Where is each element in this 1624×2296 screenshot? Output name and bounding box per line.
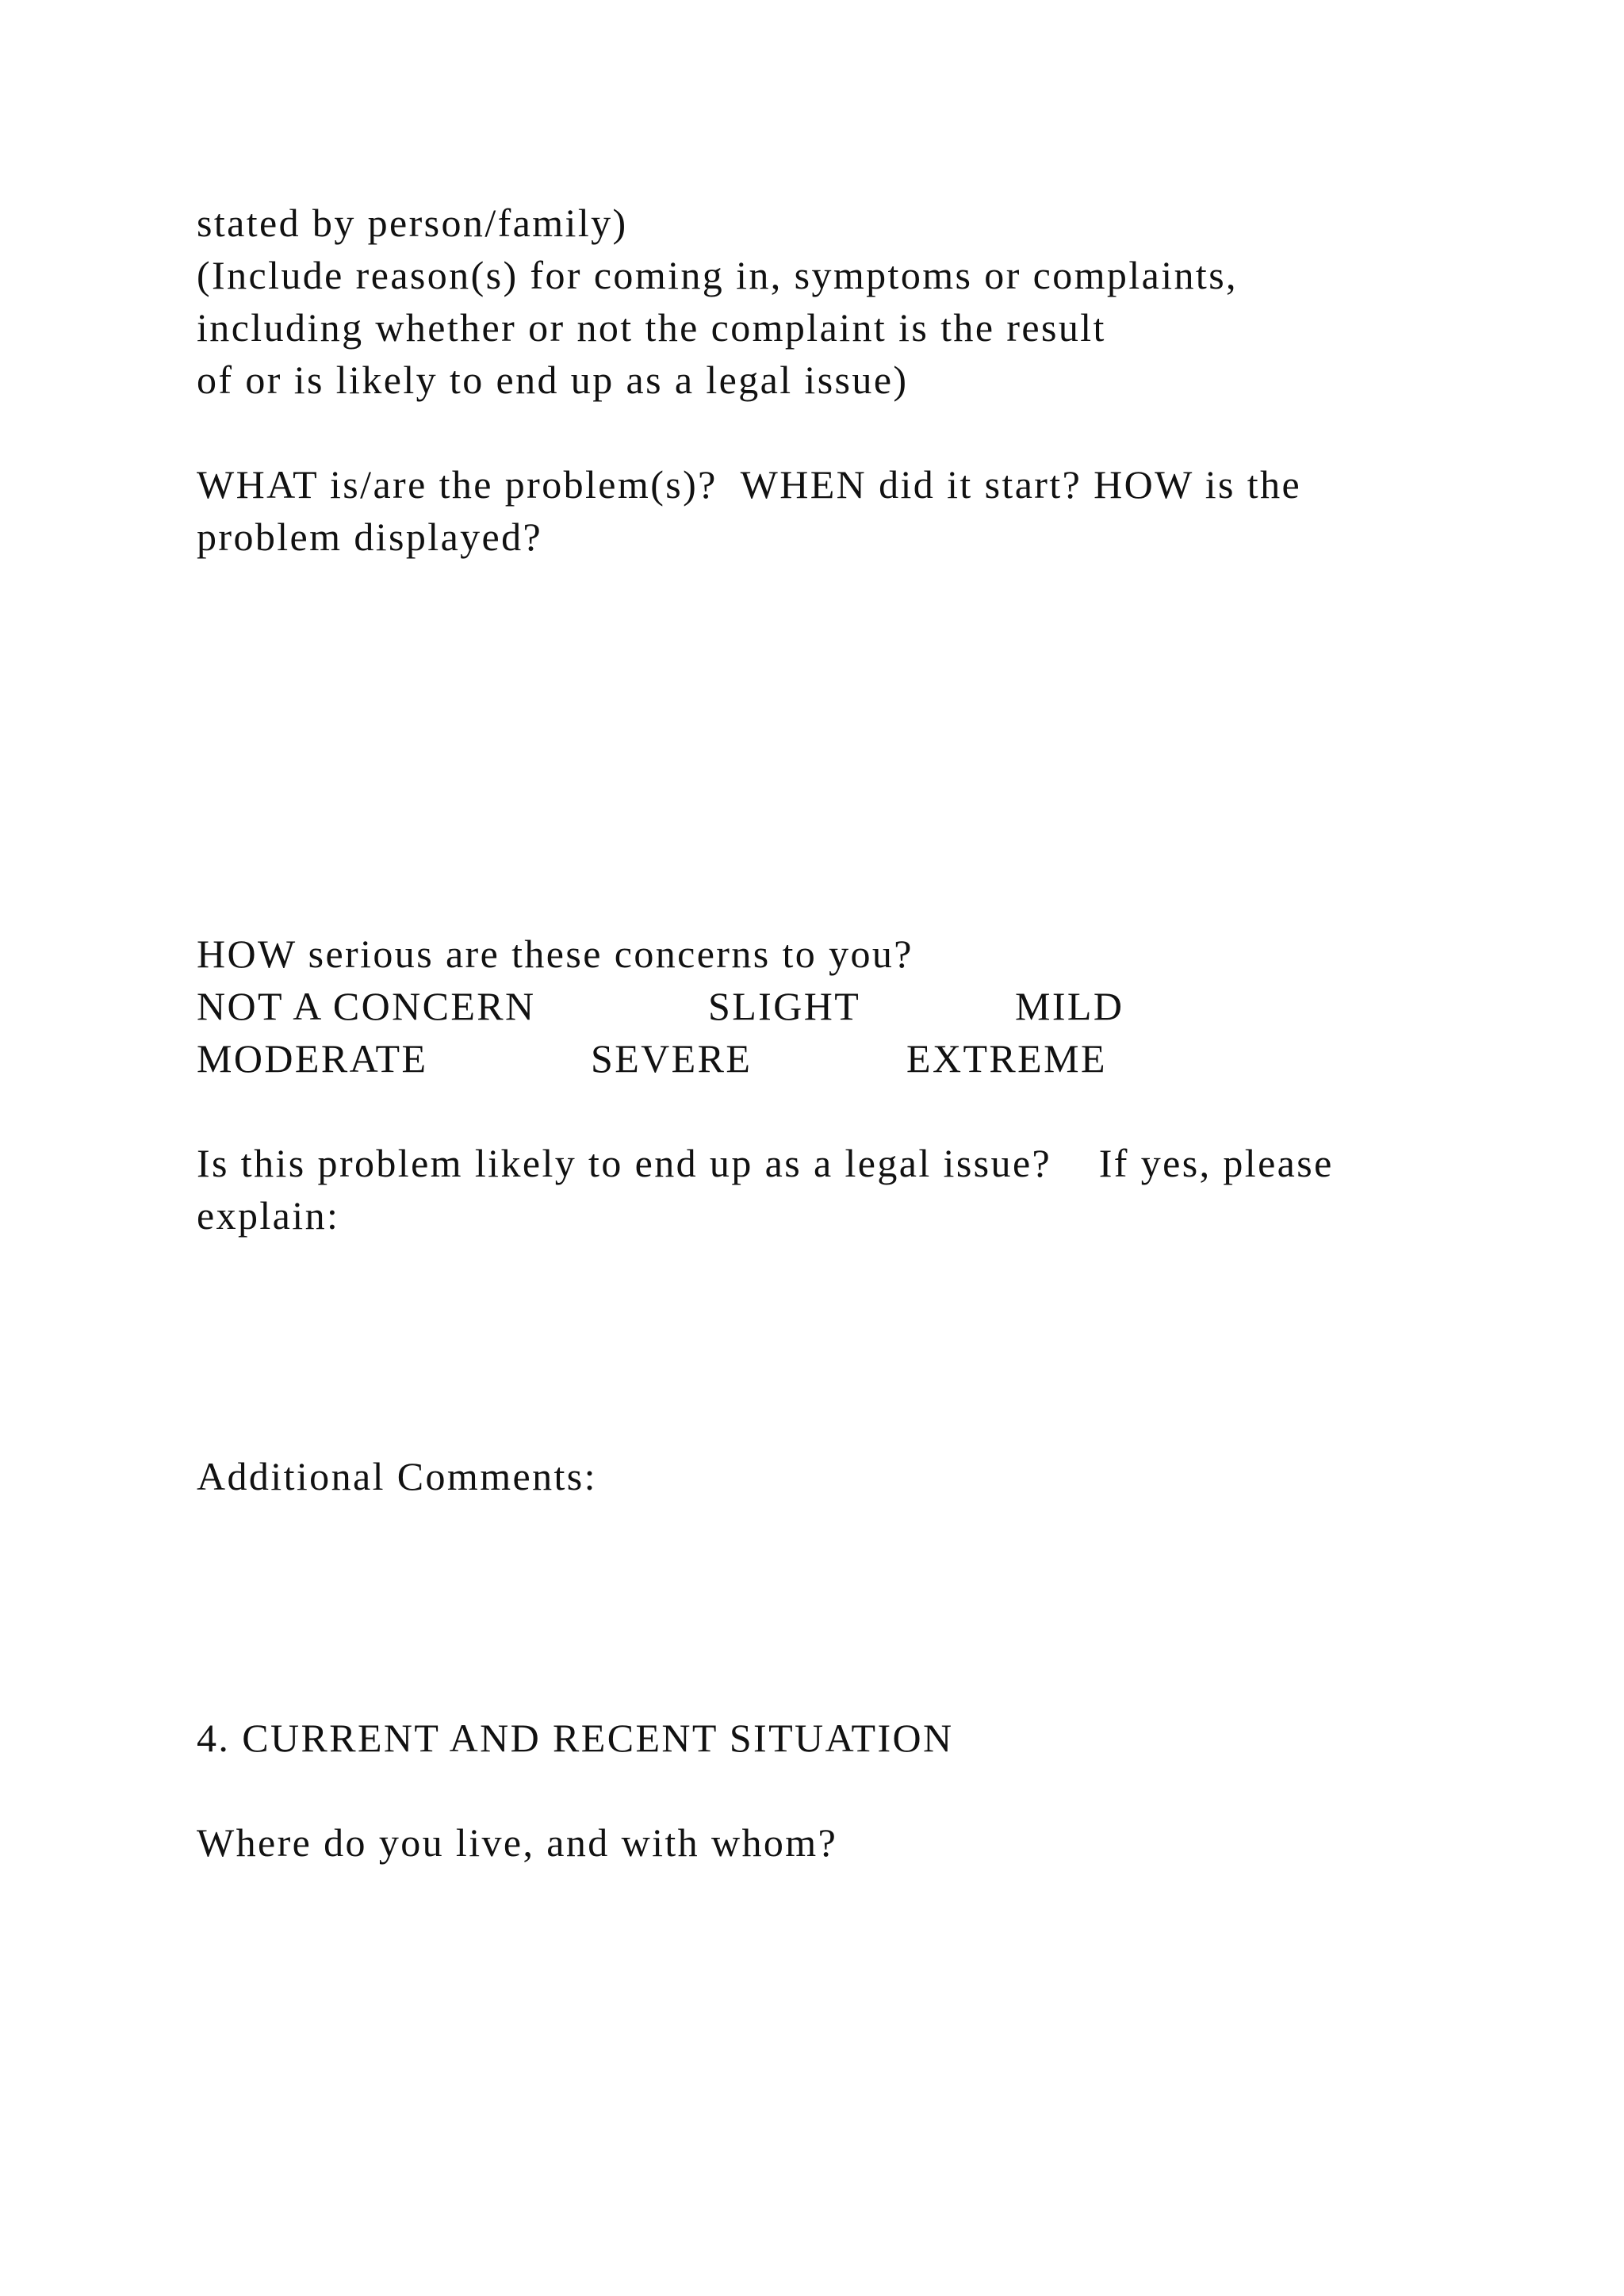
severity-option-extreme: EXTREME [906, 1036, 1107, 1081]
severity-question: HOW serious are these concerns to you? [197, 932, 914, 976]
legal-question-line-1: Is this problem likely to end up as a legal issue? If yes, please [197, 1141, 1334, 1185]
severity-option-mild: MILD [1015, 984, 1124, 1028]
intro-line-4: of or is likely to end up as a legal issue) [197, 358, 909, 402]
severity-option-moderate: MODERATE [197, 1036, 428, 1081]
section-4-heading: 4. CURRENT AND RECENT SITUATION [197, 1716, 954, 1760]
legal-question-line-2: explain: [197, 1193, 340, 1238]
problem-question-line-2: problem displayed? [197, 515, 543, 559]
intro-line-1: stated by person/family) [197, 201, 628, 245]
intro-line-3: including whether or not the complaint is the result [197, 305, 1106, 350]
living-situation-question: Where do you live, and with whom? [197, 1820, 838, 1865]
severity-option-not-a-concern: NOT A CONCERN [197, 984, 536, 1028]
severity-option-slight: SLIGHT [708, 984, 861, 1028]
severity-option-severe: SEVERE [591, 1036, 753, 1081]
intro-line-2: (Include reason(s) for coming in, symptoms or complaints, [197, 253, 1238, 297]
problem-question-line-1: WHAT is/are the problem(s)? WHEN did it start? HOW is the [197, 462, 1302, 507]
additional-comments-label: Additional Comments: [197, 1454, 597, 1498]
